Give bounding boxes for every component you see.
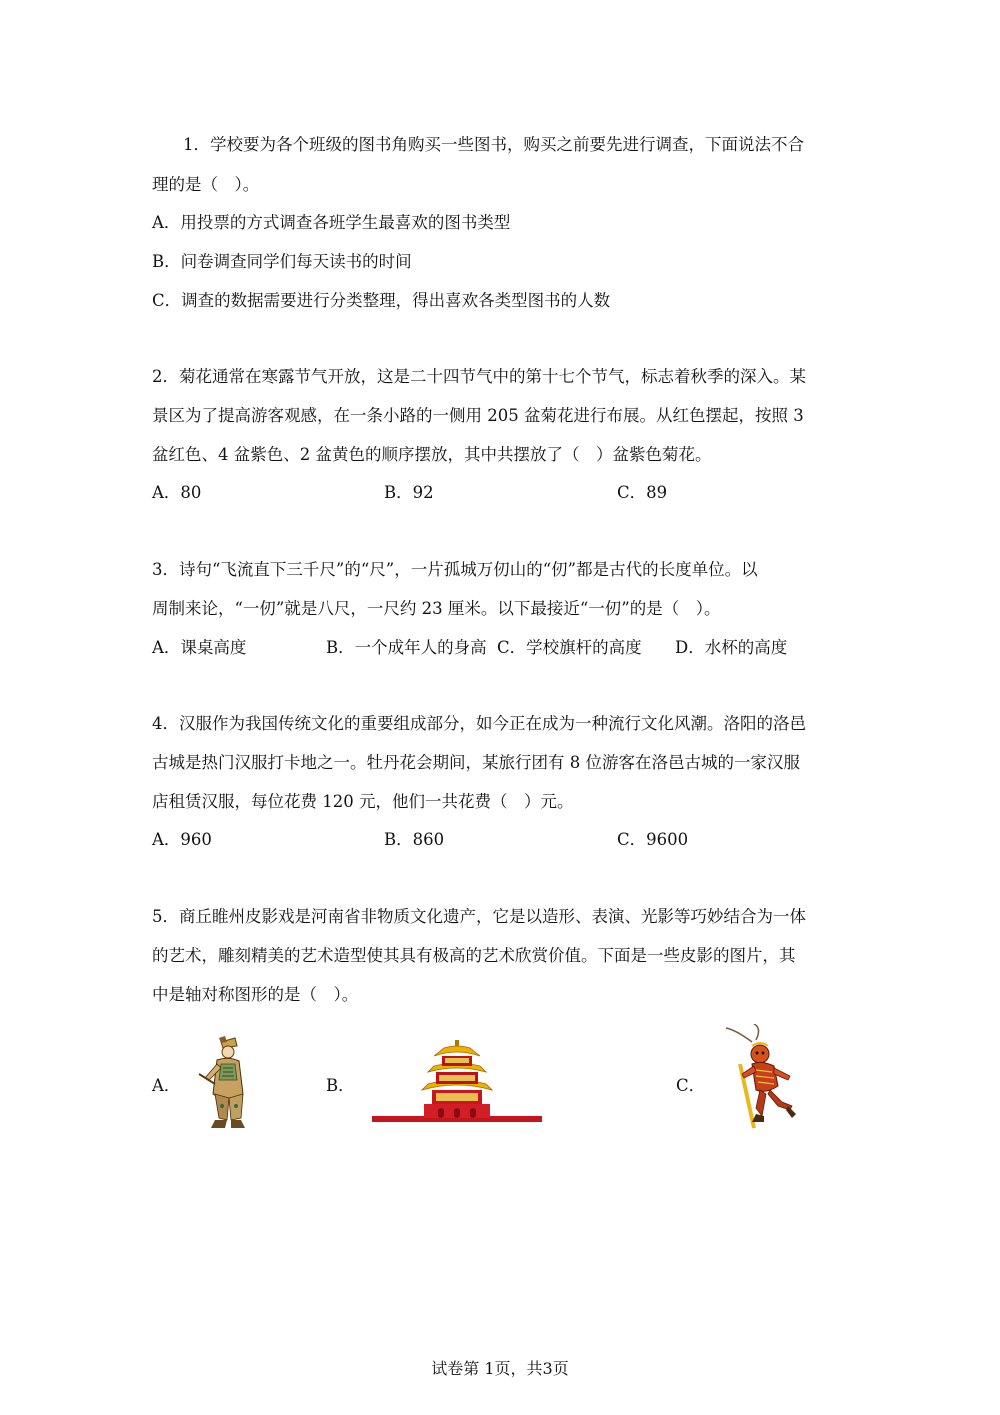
q2-option-a: A．80 — [152, 483, 202, 502]
q4-option-c: C．9600 — [617, 830, 689, 849]
q4-stem-line1: 4．汉服作为我国传统文化的重要组成部分，如今正在成为一种流行文化风潮。洛阳的洛邑 — [152, 714, 806, 733]
q2-stem-line3: 盆红色、4 盆紫色、2 盆黄色的顺序摆放，其中共摆放了（ ）盆紫色菊花。 — [152, 445, 712, 464]
q4-stem-line3: 店租赁汉服，每位花费 120 元，他们一共花费（ ）元。 — [152, 792, 574, 811]
q1-option-b: B．问卷调查同学们每天读书的时间 — [152, 252, 412, 271]
q5-stem-line1: 5．商丘睢州皮影戏是河南省非物质文化遗产，它是以造形、表演、光影等巧妙结合为一体 — [152, 907, 806, 926]
q3-option-d: D．水杯的高度 — [675, 638, 788, 657]
q3-option-c: C．学校旗杆的高度 — [497, 638, 642, 657]
q1-stem-line1: 1．学校要为各个班级的图书角购买一些图书，购买之前要先进行调查，下面说法不合 — [183, 135, 804, 154]
gate-tower-image — [372, 1040, 542, 1132]
q5-stem-line3: 中是轴对称图形的是（ ）。 — [152, 985, 359, 1004]
q3-stem-line1: 3．诗句“飞流直下三千尺”的“尺”，一片孤城万仞山的“仞”都是古代的长度单位。以 — [152, 560, 758, 579]
q2-stem-line2: 景区为了提高游客观感，在一条小路的一侧用 205 盆菊花进行布展。从红色摆起，按照 3 — [152, 406, 804, 425]
q4-stem-line2: 古城是热门汉服打卡地之一。牡丹花会期间，某旅行团有 8 位游客在洛邑古城的一家汉服 — [152, 753, 800, 772]
q5-option-c-label: C． — [676, 1076, 706, 1095]
q4-option-a: A．960 — [152, 830, 212, 849]
page-footer: 试卷第 1页，共3页 — [431, 1359, 569, 1378]
q4-option-b: B．860 — [384, 830, 445, 849]
q3-option-b: B．一个成年人的身高 — [326, 638, 487, 657]
monkey-king-puppet-image — [722, 1024, 804, 1132]
q5-option-a-label: A． — [152, 1076, 181, 1095]
q2-stem-line1: 2．菊花通常在寒露节气开放，这是二十四节气中的第十七个节气，标志着秋季的深入。某 — [152, 367, 806, 386]
q2-option-b: B．92 — [384, 483, 434, 502]
q2-option-c: C．89 — [617, 483, 668, 502]
q1-option-c: C．调查的数据需要进行分类整理，得出喜欢各类型图书的人数 — [152, 291, 611, 310]
q1-option-a: A．用投票的方式调查各班学生最喜欢的图书类型 — [152, 213, 511, 232]
q1-stem-line2: 理的是（ ）。 — [152, 175, 260, 194]
q3-option-a: A．课桌高度 — [152, 638, 247, 657]
q3-stem-line2: 周制来论，“一仞”就是八尺，一尺约 23 厘米。以下最接近“一仞”的是（ ）。 — [152, 599, 721, 618]
q5-stem-line2: 的艺术，雕刻精美的艺术造型使其具有极高的艺术欣赏价值。下面是一些皮影的图片，其 — [152, 946, 796, 965]
shadow-puppet-figure-a-image — [195, 1034, 255, 1134]
q5-option-b-label: B． — [326, 1076, 355, 1095]
